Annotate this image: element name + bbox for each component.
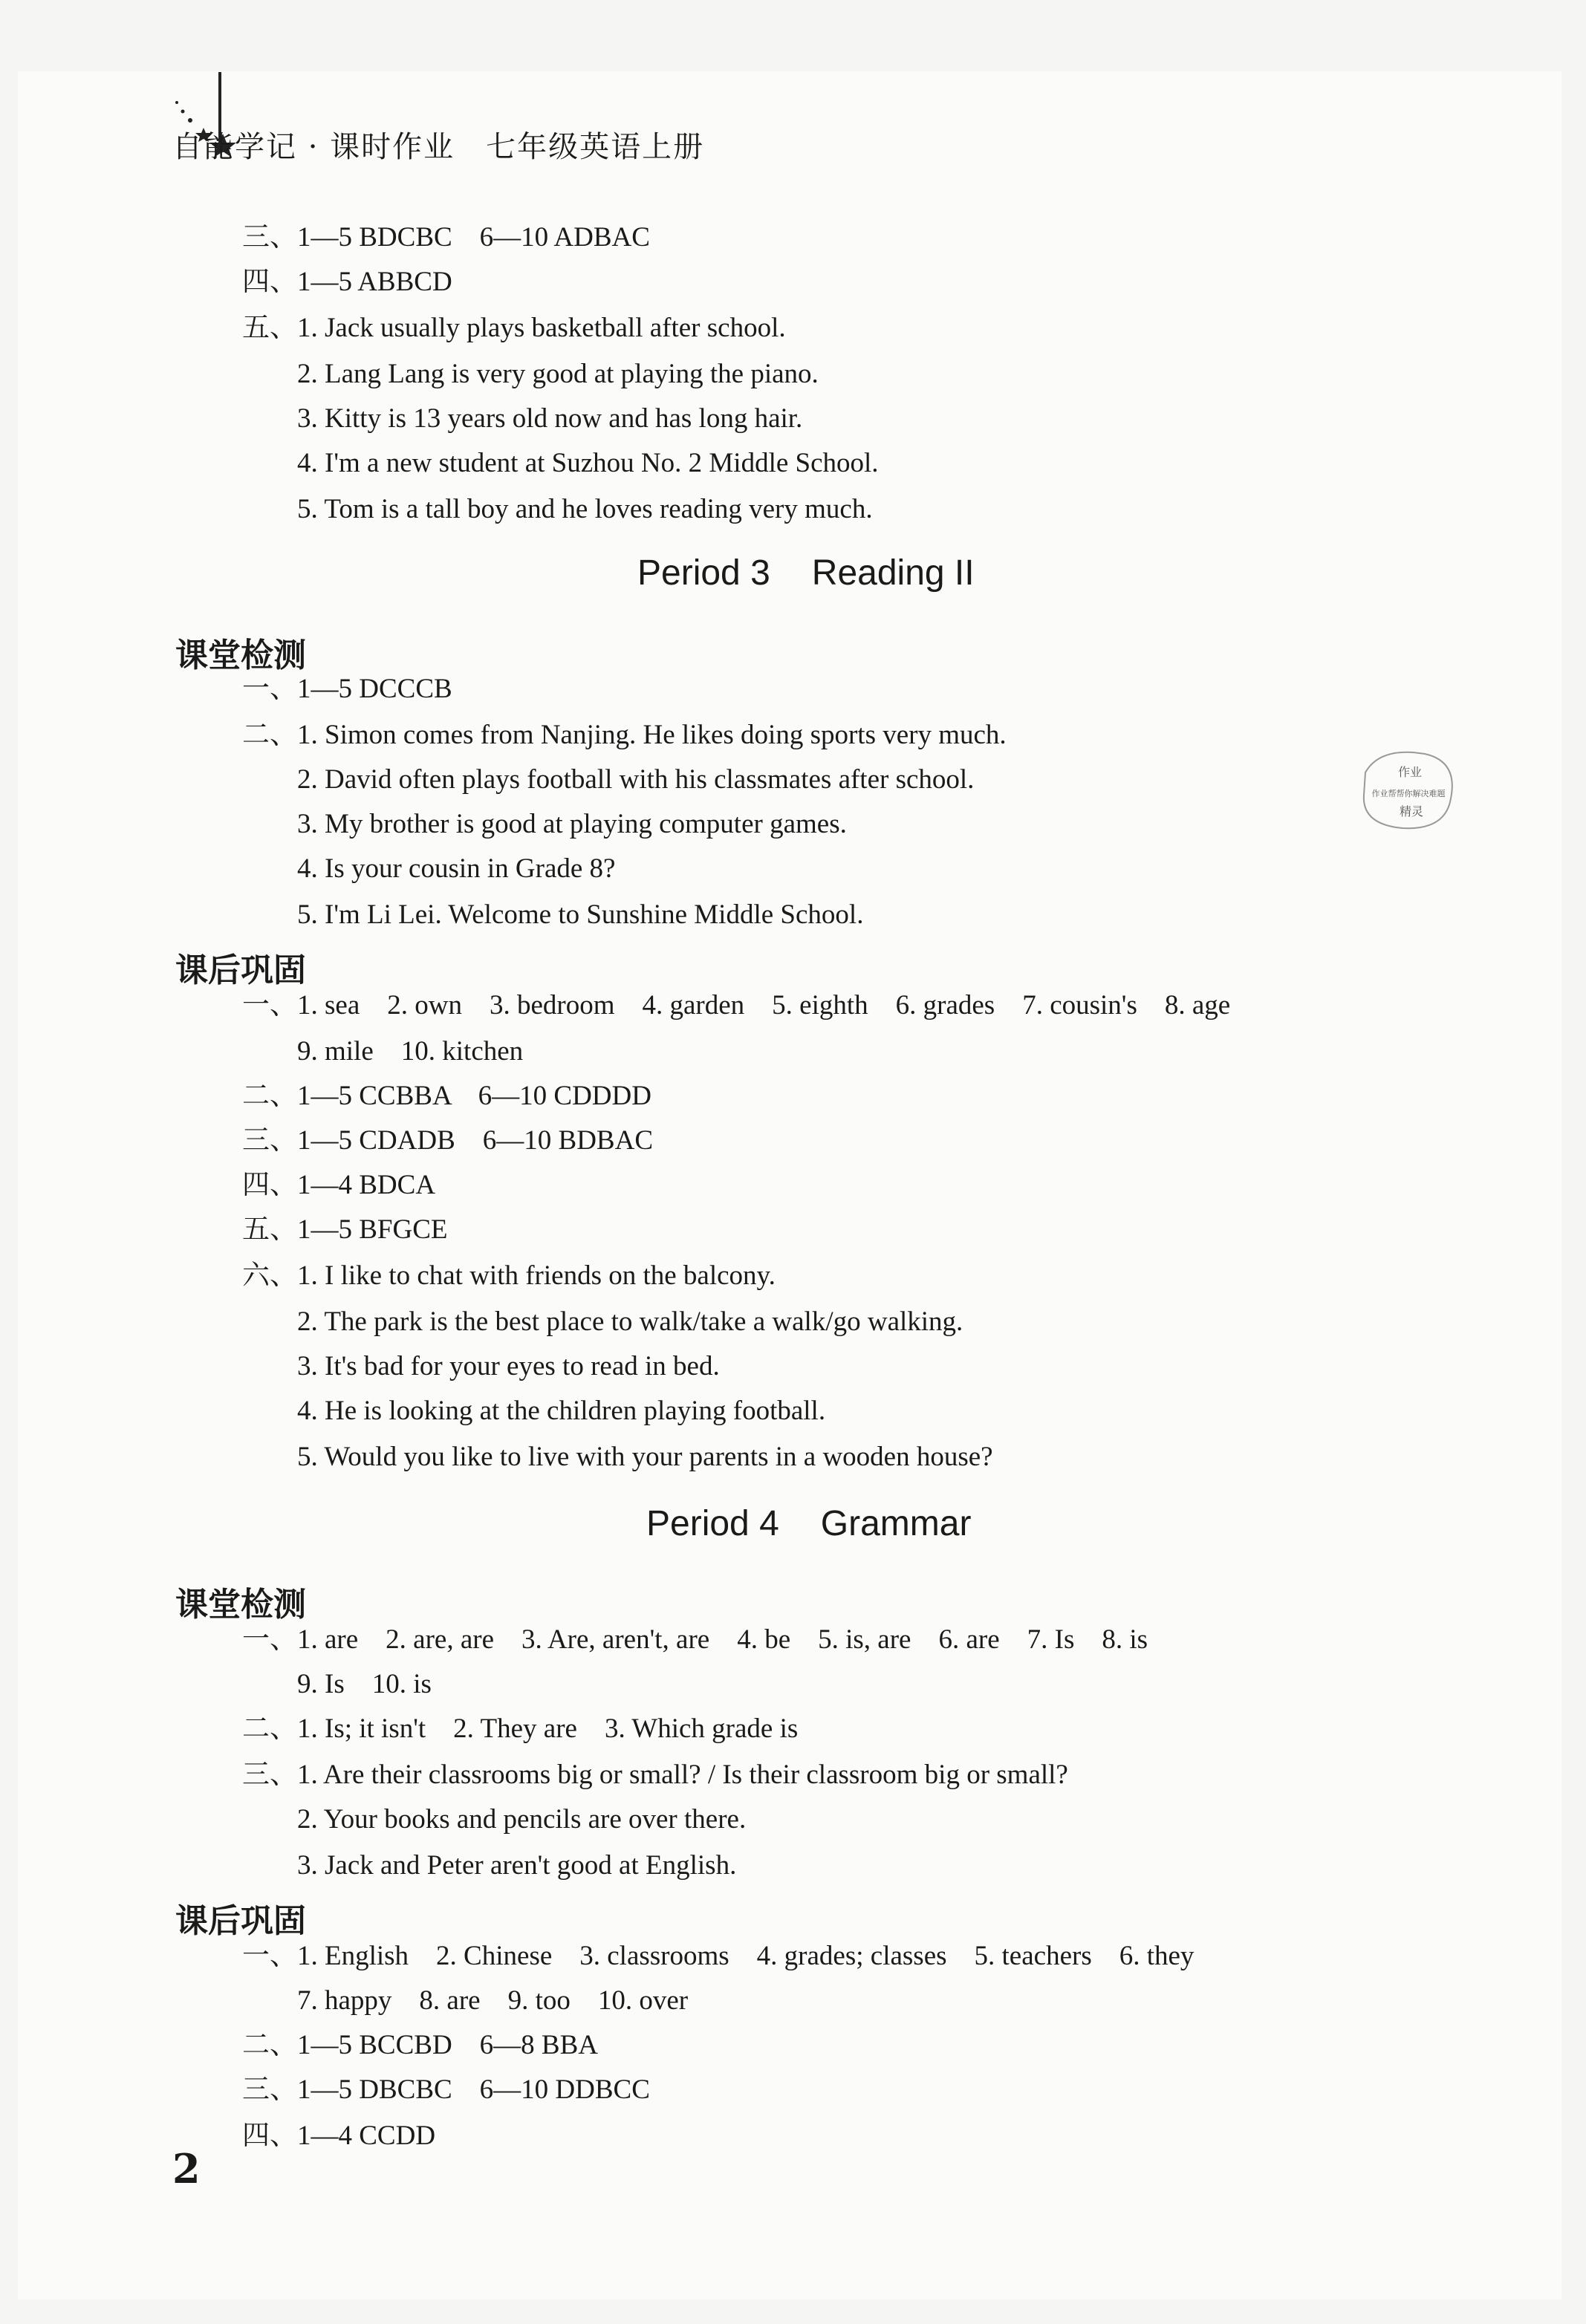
answer-line: 一、1. are 2. are, are 3. Are, aren't, are 4. be 5. is, are 6. are 7. Is 8. is: [242, 1624, 1148, 1655]
answer-line: 四、1—4 CCDD: [242, 2120, 436, 2151]
answer-line: 三、1—5 DBCBC 6—10 DDBCC: [242, 2074, 650, 2105]
svg-text:作业帮帮你解决难题: 作业帮帮你解决难题: [1371, 789, 1446, 798]
answer-line: 五、1—5 BFGCE: [242, 1214, 448, 1245]
after-class-heading: 课后巩固: [175, 1902, 306, 1940]
watermark-stamp-icon: [1351, 743, 1462, 839]
answer-line: 5. Tom is a tall boy and he loves reading very much.: [297, 494, 873, 524]
answer-line: 二、1—5 CCBBA 6—10 CDDDD: [242, 1081, 651, 1111]
answer-line: 3. Jack and Peter aren't good at English.: [297, 1850, 737, 1881]
after-class-heading: 课后巩固: [175, 951, 306, 989]
answer-line: 四、1—4 BDCA: [242, 1170, 436, 1200]
answer-line: 三、1—5 CDADB 6—10 BDBAC: [242, 1125, 653, 1156]
answer-line: 2. The park is the best place to walk/take a walk/go walking.: [297, 1306, 963, 1337]
answer-line: 二、1. Is; it isn't 2. They are 3. Which grade is: [242, 1713, 799, 1744]
page-number: 2: [172, 2145, 201, 2193]
answer-line: 3. My brother is good at playing computer games.: [297, 809, 847, 839]
answer-line: 三、1. Are their classrooms big or small? / Is their classroom big or small?: [242, 1760, 1068, 1790]
period-4-heading: Period 4 Grammar: [646, 1504, 972, 1543]
answer-line: 三、1—5 BDCBC 6—10 ADBAC: [242, 222, 650, 253]
class-check-heading: 课堂检测: [175, 1586, 306, 1624]
answer-line: 5. I'm Li Lei. Welcome to Sunshine Middle School.: [297, 899, 864, 930]
answer-line: 7. happy 8. are 9. too 10. over: [297, 1985, 689, 2016]
answer-line: 二、1. Simon comes from Nanjing. He likes doing sports very much.: [242, 720, 1007, 750]
answer-line: 4. I'm a new student at Suzhou No. 2 Middle School.: [297, 448, 879, 478]
answer-line: 4. Is your cousin in Grade 8?: [297, 853, 616, 884]
svg-text:精灵: 精灵: [1399, 804, 1424, 818]
period-3-heading: Period 3 Reading II: [637, 553, 975, 593]
answer-line: 一、1. English 2. Chinese 3. classrooms 4. grades; classes 5. teachers 6. they: [242, 1941, 1195, 1971]
class-check-heading: 课堂检测: [175, 637, 306, 674]
answer-line: 四、1—5 ABBCD: [242, 267, 452, 297]
svg-text:作业: 作业: [1397, 765, 1423, 779]
answer-line: 4. He is looking at the children playing football.: [297, 1396, 826, 1426]
answer-line: 9. mile 10. kitchen: [297, 1036, 524, 1067]
answer-line: 3. Kitty is 13 years old now and has long hair.: [297, 403, 803, 434]
page-header: 自能学记 · 课时作业 七年级英语上册: [172, 130, 705, 164]
answer-line: 2. Your books and pencils are over there.: [297, 1804, 747, 1835]
answer-line: 5. Would you like to live with your parents in a wooden house?: [297, 1442, 993, 1472]
answer-line: 一、1. sea 2. own 3. bedroom 4. garden 5. eighth 6. grades 7. cousin's 8. age: [242, 990, 1231, 1021]
answer-line: 2. David often plays football with his classmates after school.: [297, 764, 975, 795]
answer-line: 二、1—5 BCCBD 6—8 BBA: [242, 2030, 599, 2060]
answer-line: 五、1. Jack usually plays basketball after school.: [242, 313, 786, 343]
answer-line: 9. Is 10. is: [297, 1669, 432, 1699]
answer-line: 3. It's bad for your eyes to read in bed.: [297, 1351, 720, 1381]
answer-line: 一、1—5 DCCCB: [242, 674, 452, 704]
answer-line: 六、1. I like to chat with friends on the balcony.: [242, 1260, 776, 1291]
answer-line: 2. Lang Lang is very good at playing the piano.: [297, 359, 819, 389]
